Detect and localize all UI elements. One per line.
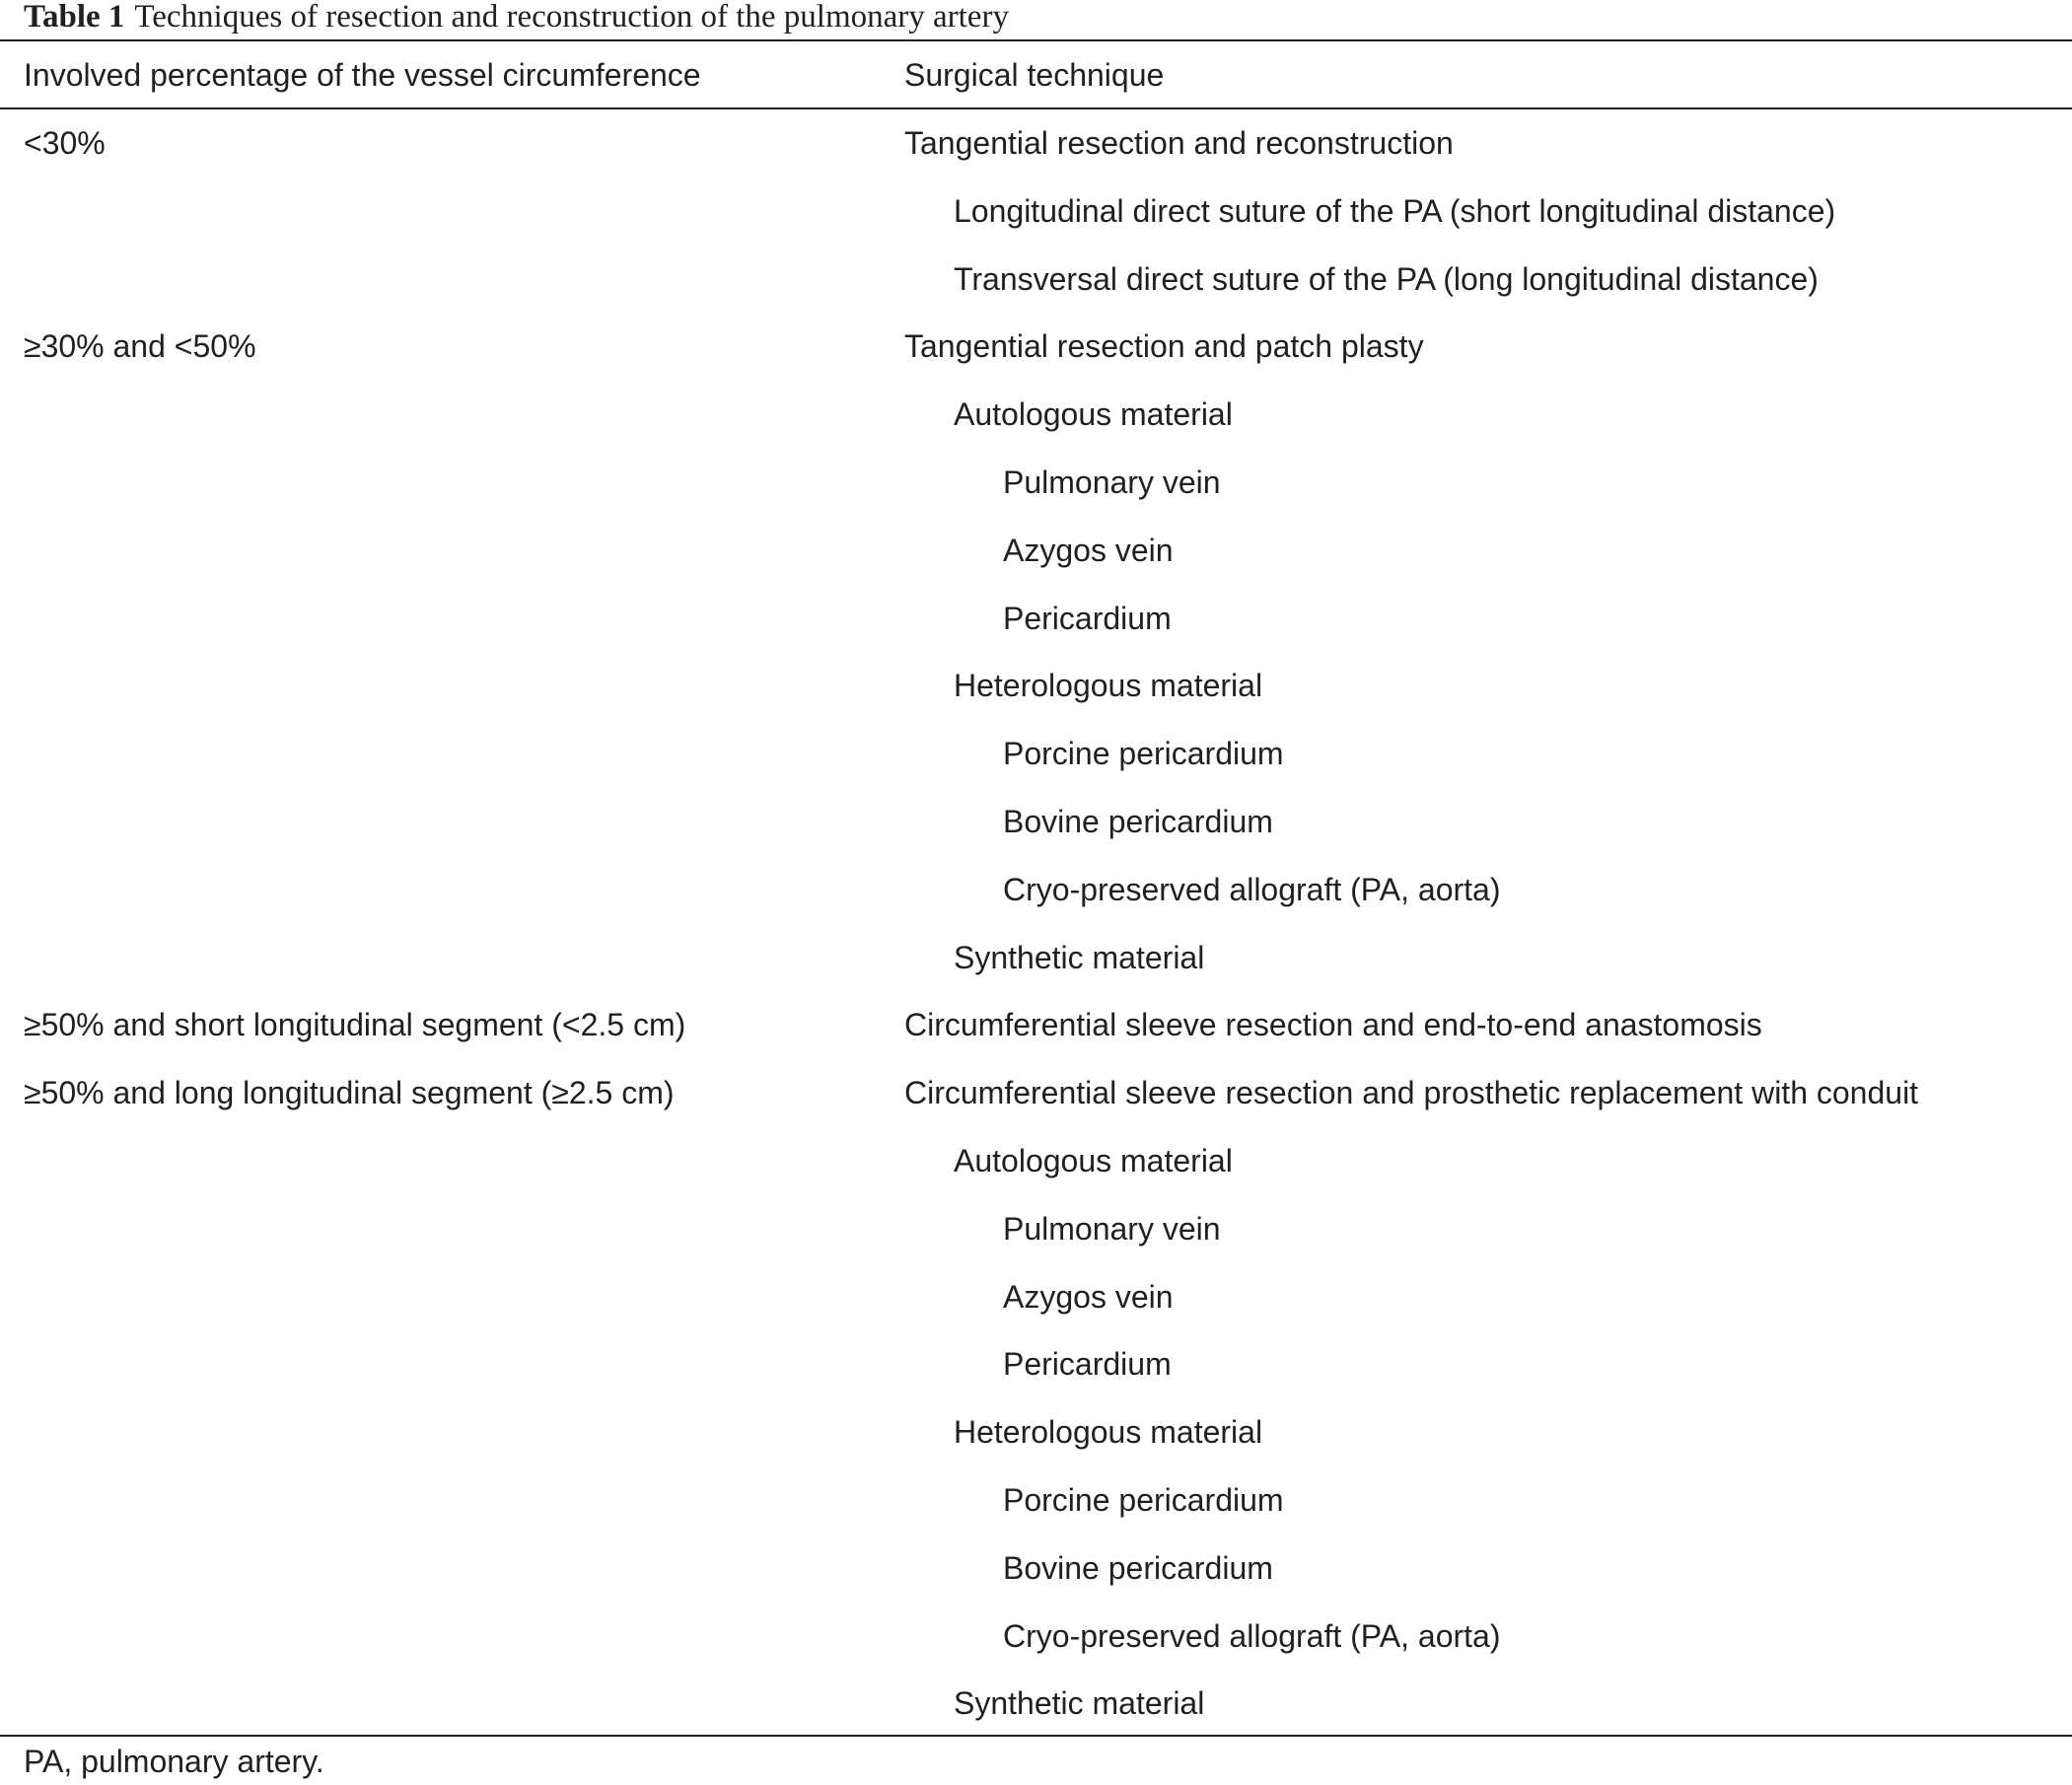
top-rule xyxy=(0,39,2072,41)
table-row xyxy=(0,1398,2072,1466)
surgical-technique-cell: Porcine pericardium xyxy=(1003,736,1284,772)
table-body xyxy=(0,109,2072,1738)
surgical-technique-cell: Azygos vein xyxy=(1003,532,1174,568)
table-row xyxy=(0,924,2072,992)
table-row xyxy=(0,178,2072,246)
table-row xyxy=(0,720,2072,788)
surgical-technique-cell: Tangential resection and reconstruction xyxy=(904,125,1454,161)
surgical-technique-cell: Pulmonary vein xyxy=(1003,464,1221,500)
table-row xyxy=(0,313,2072,381)
surgical-technique-cell: Heterologous material xyxy=(954,668,1263,704)
table-row xyxy=(0,788,2072,856)
bottom-rule xyxy=(0,1735,2072,1737)
table-row xyxy=(0,1059,2072,1127)
involved-percentage-cell: ≥30% and <50% xyxy=(24,328,256,365)
table-row xyxy=(0,1127,2072,1195)
surgical-technique-cell: Synthetic material xyxy=(954,939,1205,975)
table-row xyxy=(0,1330,2072,1398)
surgical-technique-cell: Bovine pericardium xyxy=(1003,1549,1273,1586)
surgical-technique-cell: Porcine pericardium xyxy=(1003,1481,1284,1518)
surgical-technique-cell: Cryo-preserved allograft (PA, aorta) xyxy=(1003,871,1501,907)
table-row xyxy=(0,652,2072,720)
surgical-technique-cell: Azygos vein xyxy=(1003,1278,1174,1315)
surgical-technique-cell: Autologous material xyxy=(954,1142,1233,1178)
surgical-technique-cell: Bovine pericardium xyxy=(1003,803,1273,839)
involved-percentage-cell: <30% xyxy=(24,125,106,161)
table-row xyxy=(0,1263,2072,1331)
table-label: Table 1 xyxy=(24,0,125,35)
table-row xyxy=(0,1670,2072,1738)
table-title: Techniques of resection and reconstruction of the pulmonary artery xyxy=(134,0,1009,35)
table-row xyxy=(0,381,2072,449)
header-involved-percentage: Involved percentage of the vessel circumference xyxy=(24,57,701,93)
surgical-technique-cell: Cryo-preserved allograft (PA, aorta) xyxy=(1003,1617,1501,1654)
surgical-technique-cell: Tangential resection and patch plasty xyxy=(904,328,1424,365)
table-row xyxy=(0,1195,2072,1263)
surgical-technique-cell: Synthetic material xyxy=(954,1685,1205,1722)
surgical-technique-cell: Circumferential sleeve resection and end-to-end anastomosis xyxy=(904,1007,1762,1043)
surgical-technique-cell: Longitudinal direct suture of the PA (short longitudinal distance) xyxy=(954,192,1836,229)
table-row xyxy=(0,585,2072,653)
table-row xyxy=(0,1603,2072,1671)
surgical-technique-cell: Heterologous material xyxy=(954,1414,1263,1451)
table-row xyxy=(0,991,2072,1059)
surgical-technique-cell: Autologous material xyxy=(954,396,1233,433)
table-row xyxy=(0,449,2072,517)
surgical-technique-cell: Pericardium xyxy=(1003,600,1172,636)
surgical-technique-cell: Transversal direct suture of the PA (long longitudinal distance) xyxy=(954,260,1819,297)
surgical-technique-cell: Pulmonary vein xyxy=(1003,1210,1221,1247)
involved-percentage-cell: ≥50% and long longitudinal segment (≥2.5 cm) xyxy=(24,1075,675,1111)
surgical-technique-cell: Circumferential sleeve resection and prosthetic replacement with conduit xyxy=(904,1075,1919,1111)
table-row xyxy=(0,1466,2072,1535)
table-caption xyxy=(24,0,1009,37)
involved-percentage-cell: ≥50% and short longitudinal segment (<2.5 cm) xyxy=(24,1007,686,1043)
table-row xyxy=(0,517,2072,585)
header-surgical-technique: Surgical technique xyxy=(904,57,1165,93)
table-footnote: PA, pulmonary artery. xyxy=(24,1744,324,1779)
table-row xyxy=(0,1535,2072,1603)
table-row xyxy=(0,109,2072,178)
table-row xyxy=(0,246,2072,314)
surgical-technique-cell: Pericardium xyxy=(1003,1346,1172,1383)
table-row xyxy=(0,856,2072,924)
